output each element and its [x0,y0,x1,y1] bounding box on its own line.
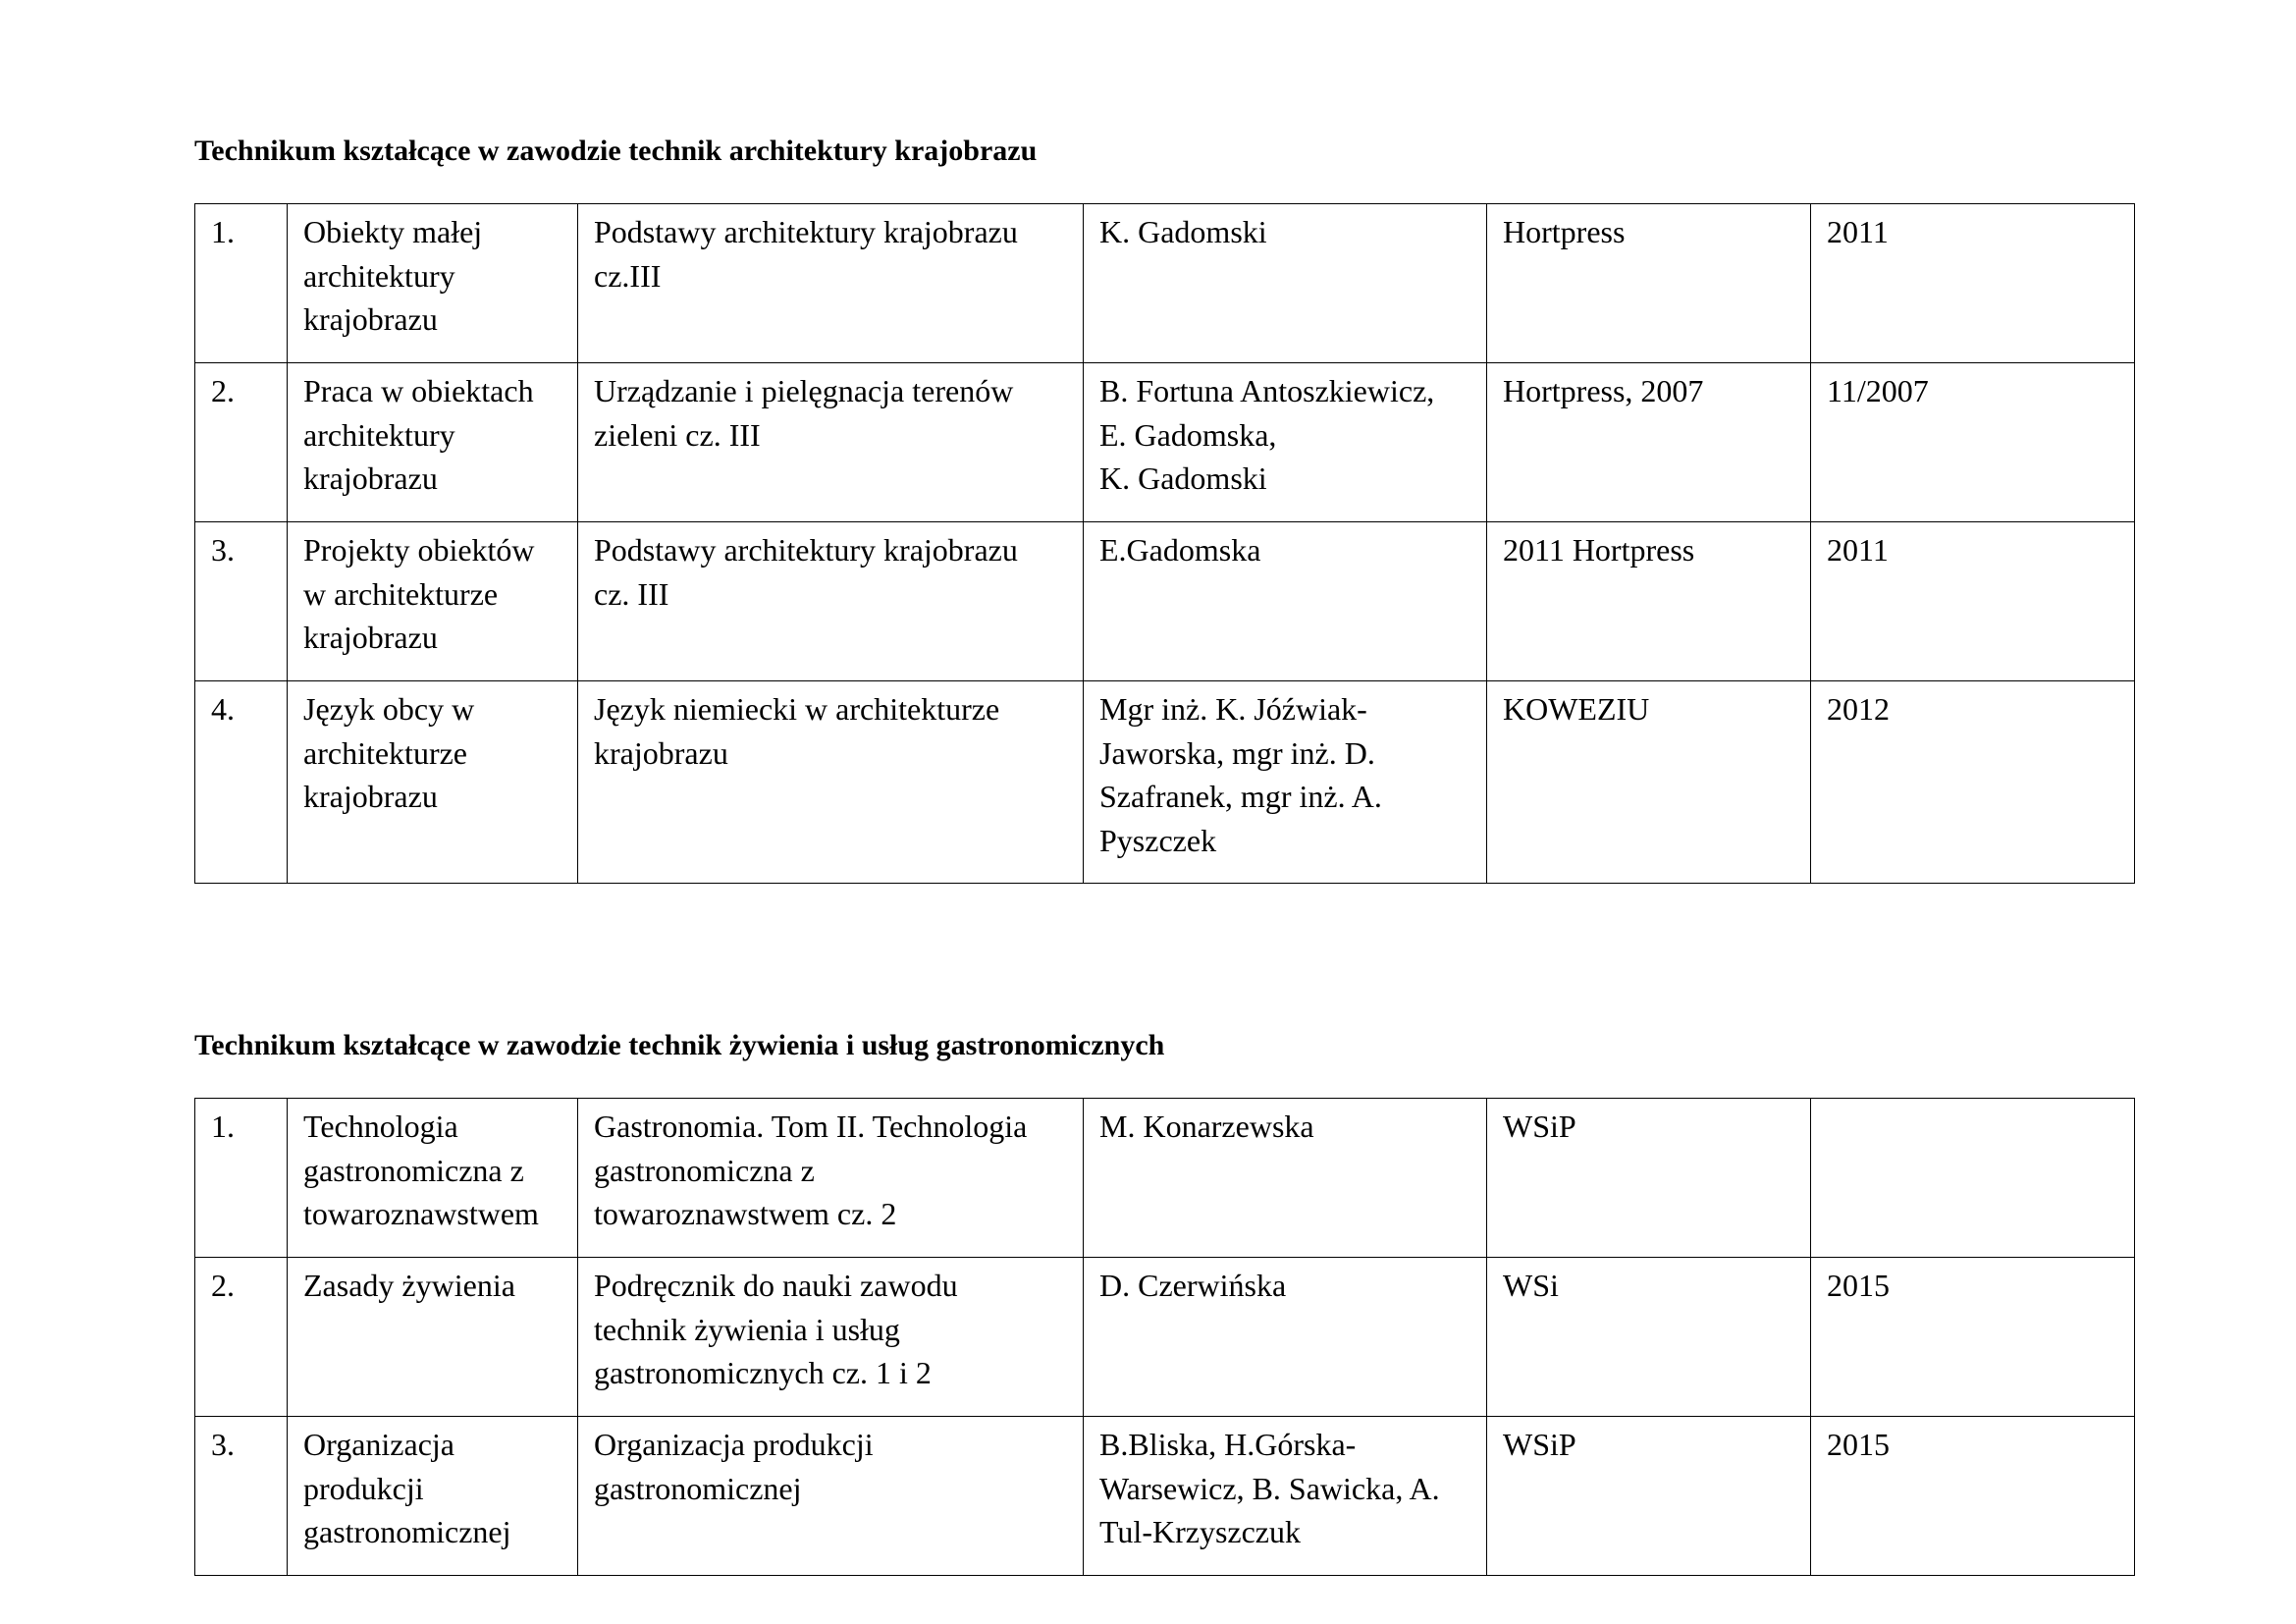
publisher-cell: WSi [1487,1258,1811,1417]
subject-cell [288,522,578,681]
authors-line: M. Konarzewska [1099,1109,1314,1144]
section-title-gastronomy: Technikum kształcące w zawodzie technik żywienia i usług gastronomicznych [194,1029,1165,1061]
book-title-cell [578,522,1084,681]
publisher-cell: Hortpress, 2007 [1487,363,1811,522]
book-title-cell [578,204,1084,363]
book-title-line: gastronomicznych cz. 1 i 2 [594,1355,932,1390]
year-cell: 2012 [1811,681,2135,884]
authors-line: Szafranek, mgr inż. A. [1099,779,1382,814]
row-number: 2. [195,1258,288,1417]
publisher-cell: WSiP [1487,1099,1811,1258]
book-title-line: zieleni cz. III [594,416,761,453]
authors-line: Jaworska, mgr inż. D. [1099,734,1375,771]
subject-line: Technologia [303,1109,458,1144]
subject-line: w architekturze [303,575,499,612]
subject-cell [288,204,578,363]
section-title-landscape: Technikum kształcące w zawodzie technik architektury krajobrazu [194,135,1038,167]
subject-cell [288,1258,578,1417]
authors-line: E. Gadomska, [1099,416,1277,453]
textbook-table-landscape [194,203,2135,884]
authors-cell [1084,363,1487,522]
authors-line: Pyszczek [1099,822,1217,858]
authors-line: K. Gadomski [1099,214,1267,249]
book-title-line: cz.III [594,257,662,294]
row-number: 1. [195,1099,288,1258]
subject-cell [288,681,578,884]
subject-line: towaroznawstwem [303,1196,539,1231]
book-title-line: technik żywienia i usług [594,1311,900,1347]
row-number: 2. [195,363,288,522]
subject-line: architektury [303,257,455,294]
subject-line: Zasady żywienia [303,1268,515,1303]
subject-line: krajobrazu [303,301,438,337]
book-title-line: Organizacja produkcji [594,1427,874,1462]
table-row [195,681,2135,884]
authors-line: D. Czerwińska [1099,1268,1287,1303]
authors-cell [1084,204,1487,363]
book-title-cell [578,1258,1084,1417]
authors-cell [1084,1258,1487,1417]
authors-line: K. Gadomski [1099,460,1267,496]
authors-line: Tul-Krzyszczuk [1099,1514,1301,1549]
book-title-cell [578,363,1084,522]
row-number: 4. [195,681,288,884]
book-title-line: Podstawy architektury krajobrazu [594,214,1018,249]
subject-line: Obiekty małej [303,214,483,249]
book-title-cell [578,1417,1084,1576]
row-number: 3. [195,1417,288,1576]
authors-cell [1084,1099,1487,1258]
book-title-cell [578,681,1084,884]
subject-line: architektury [303,416,455,453]
subject-cell [288,1099,578,1258]
book-title-line: Podstawy architektury krajobrazu [594,532,1018,568]
year-cell: 2015 [1811,1258,2135,1417]
subject-line: gastronomiczna z [303,1152,524,1188]
authors-cell [1084,1417,1487,1576]
book-title-line: cz. III [594,575,669,612]
subject-line: Praca w obiektach [303,373,534,408]
book-title-line: Urządzanie i pielęgnacja terenów [594,373,1014,408]
authors-line: Warsewicz, B. Sawicka, A. [1099,1470,1440,1506]
authors-line: Mgr inż. K. Jóźwiak- [1099,691,1367,727]
book-title-line: Gastronomia. Tom II. Technologia [594,1109,1028,1144]
subject-line: krajobrazu [303,620,438,655]
authors-line: B. Fortuna Antoszkiewicz, [1099,373,1435,408]
table-row [195,1258,2135,1417]
table-row [195,1417,2135,1576]
publisher-cell: 2011 Hortpress [1487,522,1811,681]
year-cell: 11/2007 [1811,363,2135,522]
textbook-table-gastronomy [194,1098,2135,1576]
book-title-cell [578,1099,1084,1258]
table-row [195,363,2135,522]
authors-line: E.Gadomska [1099,532,1261,568]
subject-line: gastronomicznej [303,1514,511,1549]
table-row [195,1099,2135,1258]
subject-line: Język obcy w [303,691,475,727]
authors-cell [1084,681,1487,884]
table-row [195,204,2135,363]
publisher-cell: WSiP [1487,1417,1811,1576]
book-title-line: krajobrazu [594,734,728,771]
year-cell: 2011 [1811,522,2135,681]
authors-cell [1084,522,1487,681]
subject-line: produkcji [303,1470,424,1506]
year-cell [1811,1099,2135,1258]
year-cell: 2011 [1811,204,2135,363]
year-cell: 2015 [1811,1417,2135,1576]
subject-cell [288,363,578,522]
book-title-line: Podręcznik do nauki zawodu [594,1268,958,1303]
subject-cell [288,1417,578,1576]
row-number: 3. [195,522,288,681]
subject-line: krajobrazu [303,460,438,496]
row-number: 1. [195,204,288,363]
book-title-line: towaroznawstwem cz. 2 [594,1196,897,1231]
publisher-cell: Hortpress [1487,204,1811,363]
subject-line: architekturze [303,734,467,771]
subject-line: Organizacja [303,1427,454,1462]
book-title-line: gastronomicznej [594,1470,802,1506]
table-row [195,522,2135,681]
publisher-cell: KOWEZIU [1487,681,1811,884]
subject-line: krajobrazu [303,779,438,814]
book-title-line: gastronomiczna z [594,1152,815,1188]
subject-line: Projekty obiektów [303,532,535,568]
authors-line: B.Bliska, H.Górska- [1099,1427,1357,1462]
book-title-line: Język niemiecki w architekturze [594,691,1000,727]
